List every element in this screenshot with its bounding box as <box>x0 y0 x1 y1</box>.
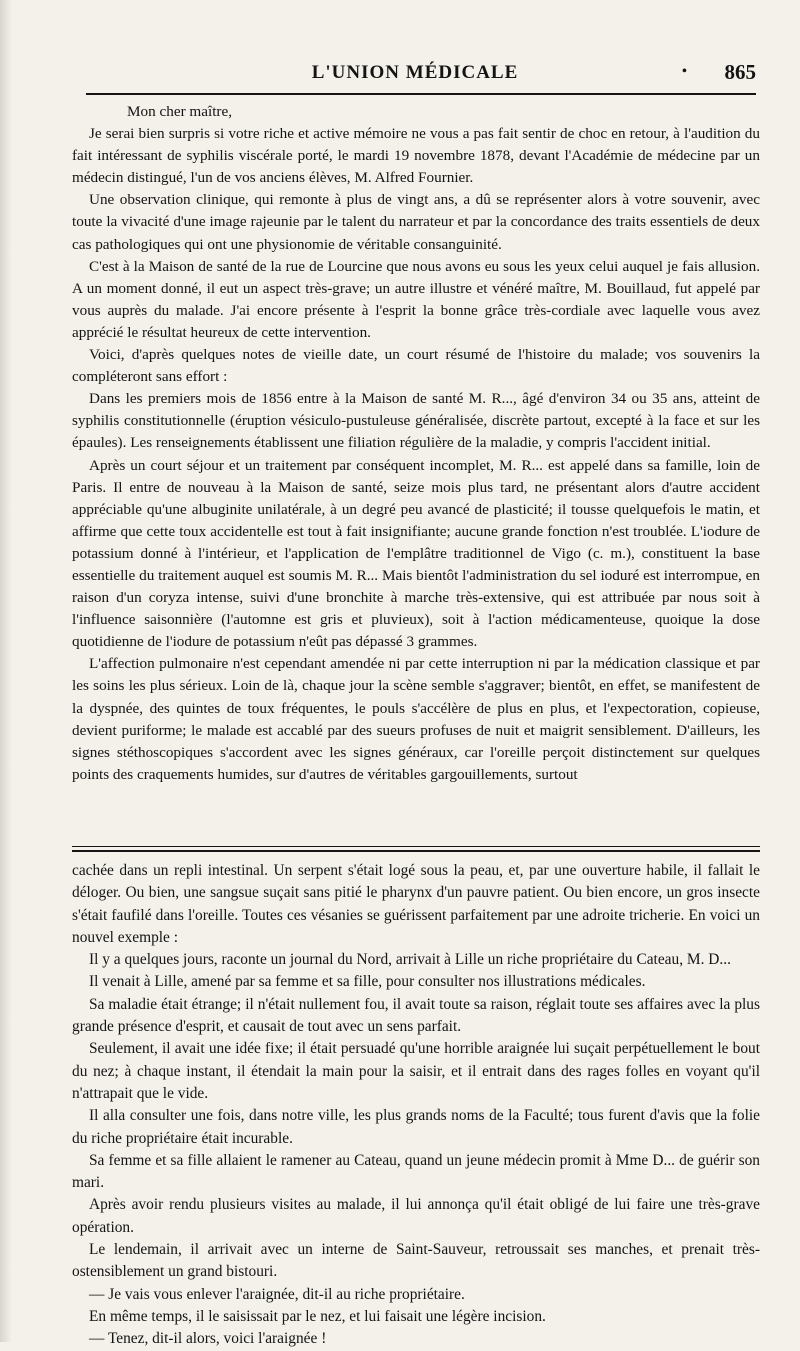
feuilleton <box>72 860 760 1351</box>
feuilleton-paragraph: Il alla consulter une fois, dans notre ville, les plus grands noms de la Faculté; tous furent d'avis que la folie du riche propriétaire était incurable. <box>72 1107 760 1147</box>
feuilleton-paragraph: Seulement, il avait une idée fixe; il était persuadé qu'une horrible araignée lui suçait perpétuellement le bout du nez; à chaque instant, il étendait la main pour la saisir, et il entrait dans des rages folles en voyant qu'il n'attrapait que le vide. <box>72 1040 760 1102</box>
feuilleton-paragraph: Après avoir rendu plusieurs visites au malade, il lui annonça qu'il était obligé de lui faire une très-grave opération. <box>72 1196 760 1236</box>
article-paragraph: Je serai bien surpris si votre riche et active mémoire ne vous a pas fait sentir de choc en retour, à l'audition du fait intéressant de syphilis viscérale porté, le mardi 19 novembre 1878, devant l'Académie de médecine par un médecin distingué, l'un de vos anciens élèves, M. Alfred Fournier. <box>72 125 760 187</box>
main-article <box>72 101 760 786</box>
feuilleton-paragraph: Il venait à Lille, amené par sa femme et sa fille, pour consulter nos illustrations médicales. <box>89 973 646 991</box>
feuilleton-paragraph: — Tenez, dit-il alors, voici l'araignée ! <box>89 1330 327 1348</box>
feuilleton-paragraph: Sa maladie était étrange; il n'était nullement fou, il avait toute sa raison, réglait toute ses affaires avec la plus grande présence d'esprit, et causait de tout avec un sens parfait. <box>72 995 760 1036</box>
page-number: 865 <box>724 60 756 84</box>
letter-salutation: Mon cher maître, <box>127 103 233 120</box>
page-edge-shadow <box>0 0 12 1342</box>
feuilleton-paragraph: Sa femme et sa fille allaient le ramener au Cateau, quand un jeune médecin promit à Mme D... de guérir son mari. <box>72 1151 760 1192</box>
article-paragraph: Dans les premiers mois de 1856 entre à la Maison de santé M. R..., âgé d'environ 34 ou 35 ans, atteint de syphilis constitutionnelle (éruption vésiculo-pustuleuse généralisée, discrète partout, excepté à la face et sur les épaules). Les renseignements établissent une filiation régulière de la maladie, y compris l'accident initial. <box>72 390 760 452</box>
article-paragraph: L'affection pulmonaire n'est cependant amendée ni par cette interruption ni par la médication classique et par les soins les plus sérieux. Loin de là, chaque jour la scène semble s'aggraver; bientôt, en effet, se manifestent de la dyspnée, des quintes de toux fréquentes, le pouls s'accélère de plus en plus, et l'expectoration, copieuse, devient puriforme; le malade est accablé par des sueurs profuses de nuit et maigrit sensiblement. D'ailleurs, les signes stéthoscopiques s'accordent avec les signes généraux, car l'oreille perçoit distinctement sur quelques points des craquements humides, sur d'autres de véritables gargouillements, surtout <box>72 655 760 783</box>
header-ornament-dot: • <box>682 64 687 79</box>
feuilleton-paragraph: Il y a quelques jours, raconte un journal du Nord, arrivait à Lille un riche propriétaire du Cateau, M. D... <box>89 951 731 969</box>
article-paragraph: C'est à la Maison de santé de la rue de Lourcine que nous avons eu sous les yeux celui auquel je fais allusion. A un moment donné, il eut un aspect très-grave; un autre illustre et vénéré maître, M. Bouillaud, fut appelé par vous auprès du malade. J'ai encore présente à l'esprit la bonne grâce très-cordiale avec laquelle vous avez apprécié le résultat heureux de cette intervention. <box>72 257 760 341</box>
article-paragraph: Après un court séjour et un traitement par conséquent incomplet, M. R... est appelé dans sa famille, loin de Paris. Il entre de nouveau à la Maison de santé, seize mois plus tard, ne présentant alors d'autre accident appréciable qu'une albuginite unilatérale, à un degré peu avancé de plasticité; il tousse quelquefois le matin, et affirme que cette toux accidentelle est tout à fait insignifiante; aucune grande fonction n'est troublée. L'iodure de potassium donné à l'intérieur, et l'application de l'emplâtre traditionnel de Vigo (c. m.), constituent la base essentielle du traitement auquel est soumis M. R... Mais bientôt l'administration du sel ioduré est interrompue, en raison d'un coryza intense, suivi d'une bronchite à marche très-extensive, qui est attribuée par nous soit à l'influence saisonnière (l'automne est gris et pluvieux), soit à l'action médicamenteuse, quoique la dose quotidienne de l'iodure de potassium n'eût pas dépassé 3 grammes. <box>72 456 760 651</box>
feuilleton-paragraph: — Je vais vous enlever l'araignée, dit-il au riche propriétaire. <box>89 1285 465 1303</box>
feuilleton-paragraph: cachée dans un repli intestinal. Un serpent s'était logé sous la peau, et, par une ouverture habile, il fallait le déloger. Ou bien, une sangsue suçait sans pitié le pharynx d'un pauvre patient. Ou bien encore, un gros insecte s'était faufilé dans l'oreille. Toutes ces vésanies se guérissent parfaitement par une adroite tricherie. En voici un nouvel exemple : <box>72 862 760 946</box>
article-paragraph: Une observation clinique, qui remonte à plus de vingt ans, a dû se représenter alors à votre souvenir, avec toute la vivacité d'une image rajeunie par le talent du narrateur et par la concordance des traits essentiels de deux cas pathologiques qui ont une physionomie de véritable consanguinité. <box>72 191 760 253</box>
article-paragraph: Voici, d'après quelques notes de vieille date, un court résumé de l'histoire du malade; vos souvenirs la compléteront sans effort : <box>72 346 760 386</box>
header-rule <box>86 93 756 95</box>
feuilleton-separator <box>72 846 760 852</box>
feuilleton-paragraph: En même temps, il le saisissait par le nez, et lui faisait une légère incision. <box>89 1307 546 1325</box>
feuilleton-paragraph: Le lendemain, il arrivait avec un interne de Saint-Sauveur, retroussait ses manches, et prenait très-ostensiblement un grand bistouri. <box>72 1241 760 1281</box>
journal-title: L'UNION MÉDICALE <box>311 62 519 83</box>
running-header <box>74 58 756 88</box>
